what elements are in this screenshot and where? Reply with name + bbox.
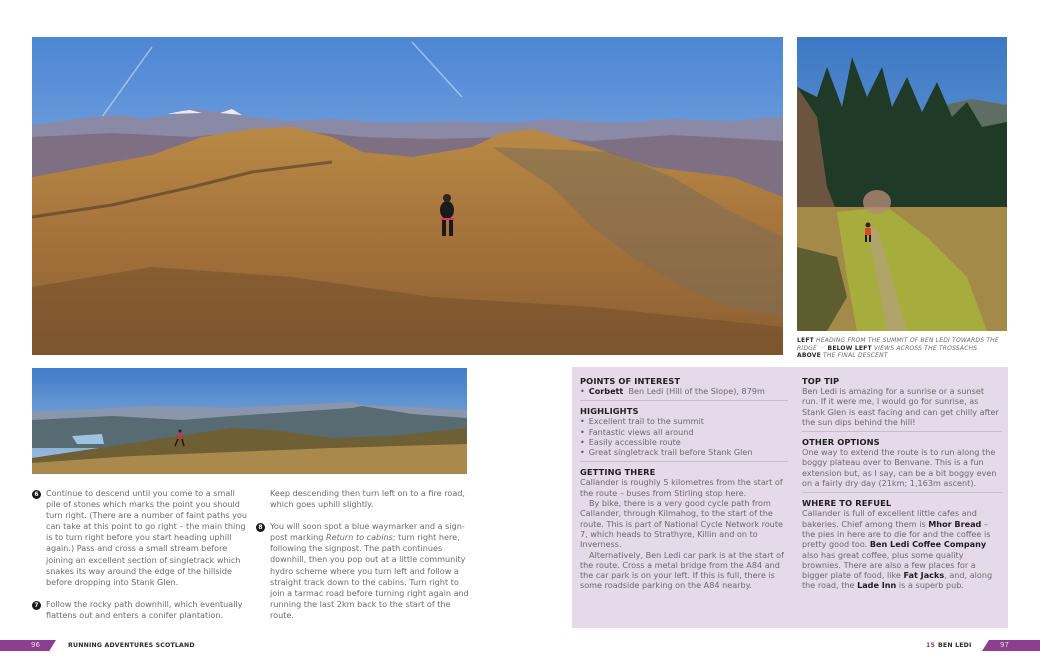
step-text: You will soon spot a blue waymarker and a sign-post marking (270, 521, 465, 543)
section-points-of-interest (580, 376, 788, 401)
paragraph: One way to extend the route is to run along the boggy plateau over to Benvane. This is a fun extension but, as I say, can be a bit boggy even on a fairly dry day (21km; 1,163m ascent). (802, 447, 997, 489)
caption-text: THE FINAL DESCENT (823, 352, 888, 360)
section-heading: GETTING THERE (580, 467, 656, 478)
highlight-item: • Great singletrack trail before Stank Glen (580, 447, 788, 457)
page-tab-right (982, 640, 1040, 651)
highlight-item: • Excellent trail to the summit (580, 416, 788, 426)
section-getting-there (580, 467, 788, 594)
photo-forest-descent (797, 37, 1007, 331)
page-number-right: 97 (1000, 641, 1009, 649)
route-column-left (32, 488, 252, 632)
route-step-7 (32, 599, 252, 621)
paragraph: By bike, there is a very good cycle path from Callander, through Kilmahog, to the start of the route. This is part of National Cycle Network route 7, which heads to Strathyre, Killin and on to Inverness. (580, 498, 783, 550)
highlight-item: • Easily accessible route (580, 437, 788, 447)
photo-caption: LEFT HEADING FROM THE SUMMIT OF BEN LEDI TOWARDS THE RIDGE · BELOW LEFT VIEWS ACROSS THE TROSSACHS ABOVE THE FINAL DESCENT (797, 337, 999, 360)
paragraph: Callander is roughly 5 kilometres from the start of the route – buses from Stirling stop here. (580, 477, 783, 498)
ridge-landscape-image (32, 37, 783, 355)
section-heading: HIGHLIGHTS (580, 406, 639, 417)
info-column-left (580, 376, 788, 600)
poi-item: • Corbett Ben Ledi (Hill of the Slope), 879m (580, 386, 788, 396)
route-info-box (572, 367, 1008, 628)
caption-label: LEFT (797, 337, 814, 344)
step-number-badge: 8 (256, 523, 265, 532)
page-tab-left (0, 640, 56, 651)
paragraph: Alternatively, Ben Ledi car park is at the start of the route. Cross a metal bridge from the A84 and the car park is on your left. If this is full, there is some roadside parking on the A84 nearby. (580, 549, 784, 591)
signpost-name: Return to cabins (326, 532, 393, 543)
section-heading: TOP TIP (802, 376, 840, 386)
venue-name: Lade Inn (857, 580, 897, 591)
panorama-image (32, 368, 467, 474)
caption-text: HEADING FROM THE SUMMIT OF BEN LEDI TOWARDS THE RIDGE (797, 337, 999, 352)
section-highlights (580, 406, 788, 462)
section-top-tip (802, 376, 1002, 432)
paragraph: Ben Ledi is amazing for a sunrise or a sunset run. If it were me, I would go for sunrise, as Stank Glen is east facing and can get chilly after the sun dips behind the hill! (802, 386, 999, 427)
caption-label: BELOW LEFT (827, 344, 872, 352)
section-heading: POINTS OF INTEREST (580, 376, 681, 386)
section-heading: OTHER OPTIONS (802, 437, 880, 448)
route-step-7-continued: Keep descending then turn left on to a fire road, which goes uphill slightly. (270, 488, 466, 510)
step-number-badge: 6 (32, 490, 41, 499)
forest-trail-image (797, 37, 1007, 331)
step-number-badge: 7 (32, 601, 41, 610)
section-heading: WHERE TO REFUEL (802, 498, 892, 509)
paragraph: Callander is full of excellent little cafes and bakeries. Chief among them is Mhor Bread – the pies in here are to die for and the coffee is pretty good too. Ben Ledi Coffee Company also has great coffee, plus some quality brownies. There are also a few places for a bigger plate of food, like Fat Jacks, and, along the road, the Lade Inn is a superb pub. (802, 508, 993, 591)
page-number-left: 96 (31, 641, 40, 649)
caption-label: ABOVE (797, 352, 821, 360)
route-number: 15 (926, 642, 936, 649)
step-text: ; turn right here, following the signpost. The path continues downhill, then you pop out at a little community hydro scheme where you turn left and follow a straight track down to the cabins. Turn right to join a tarmac road before turning right again and running the last 2km back to the start of the route. (270, 532, 469, 620)
route-step-8 (256, 521, 471, 621)
step-text: Continue to descend until you come to a small pile of stones which marks the point you should turn right. (There are a number of faint paths you can take at this point to go right – the main thing is to turn right before you start heading uphill again.) Pass and cross a small stream before joining an excellent section of singletrack which snakes its way around the edge of the hillside before dropping into Stank Glen. (46, 488, 247, 587)
route-column-middle (256, 488, 471, 632)
info-column-right (802, 376, 1002, 600)
section-other-options (802, 437, 1002, 493)
venue-name: Fat Jacks (903, 570, 945, 581)
route-step-6 (32, 488, 252, 588)
chapter-title: 15 BEN LEDI (926, 642, 972, 649)
venue-name: Ben Ledi Coffee Company (869, 539, 987, 550)
highlight-item: • Fantastic views all around (580, 427, 788, 437)
step-text: Follow the rocky path downhill, which eventually flattens out and enters a conifer plantation. (46, 598, 243, 620)
photo-ridge-runner (32, 37, 783, 355)
venue-name: Mhor Bread (928, 518, 982, 529)
caption-text: VIEWS ACROSS THE TROSSACHS (873, 344, 978, 352)
photo-trossachs-view (32, 368, 467, 474)
book-title: RUNNING ADVENTURES SCOTLAND (68, 642, 195, 649)
section-where-to-refuel (802, 498, 1002, 594)
